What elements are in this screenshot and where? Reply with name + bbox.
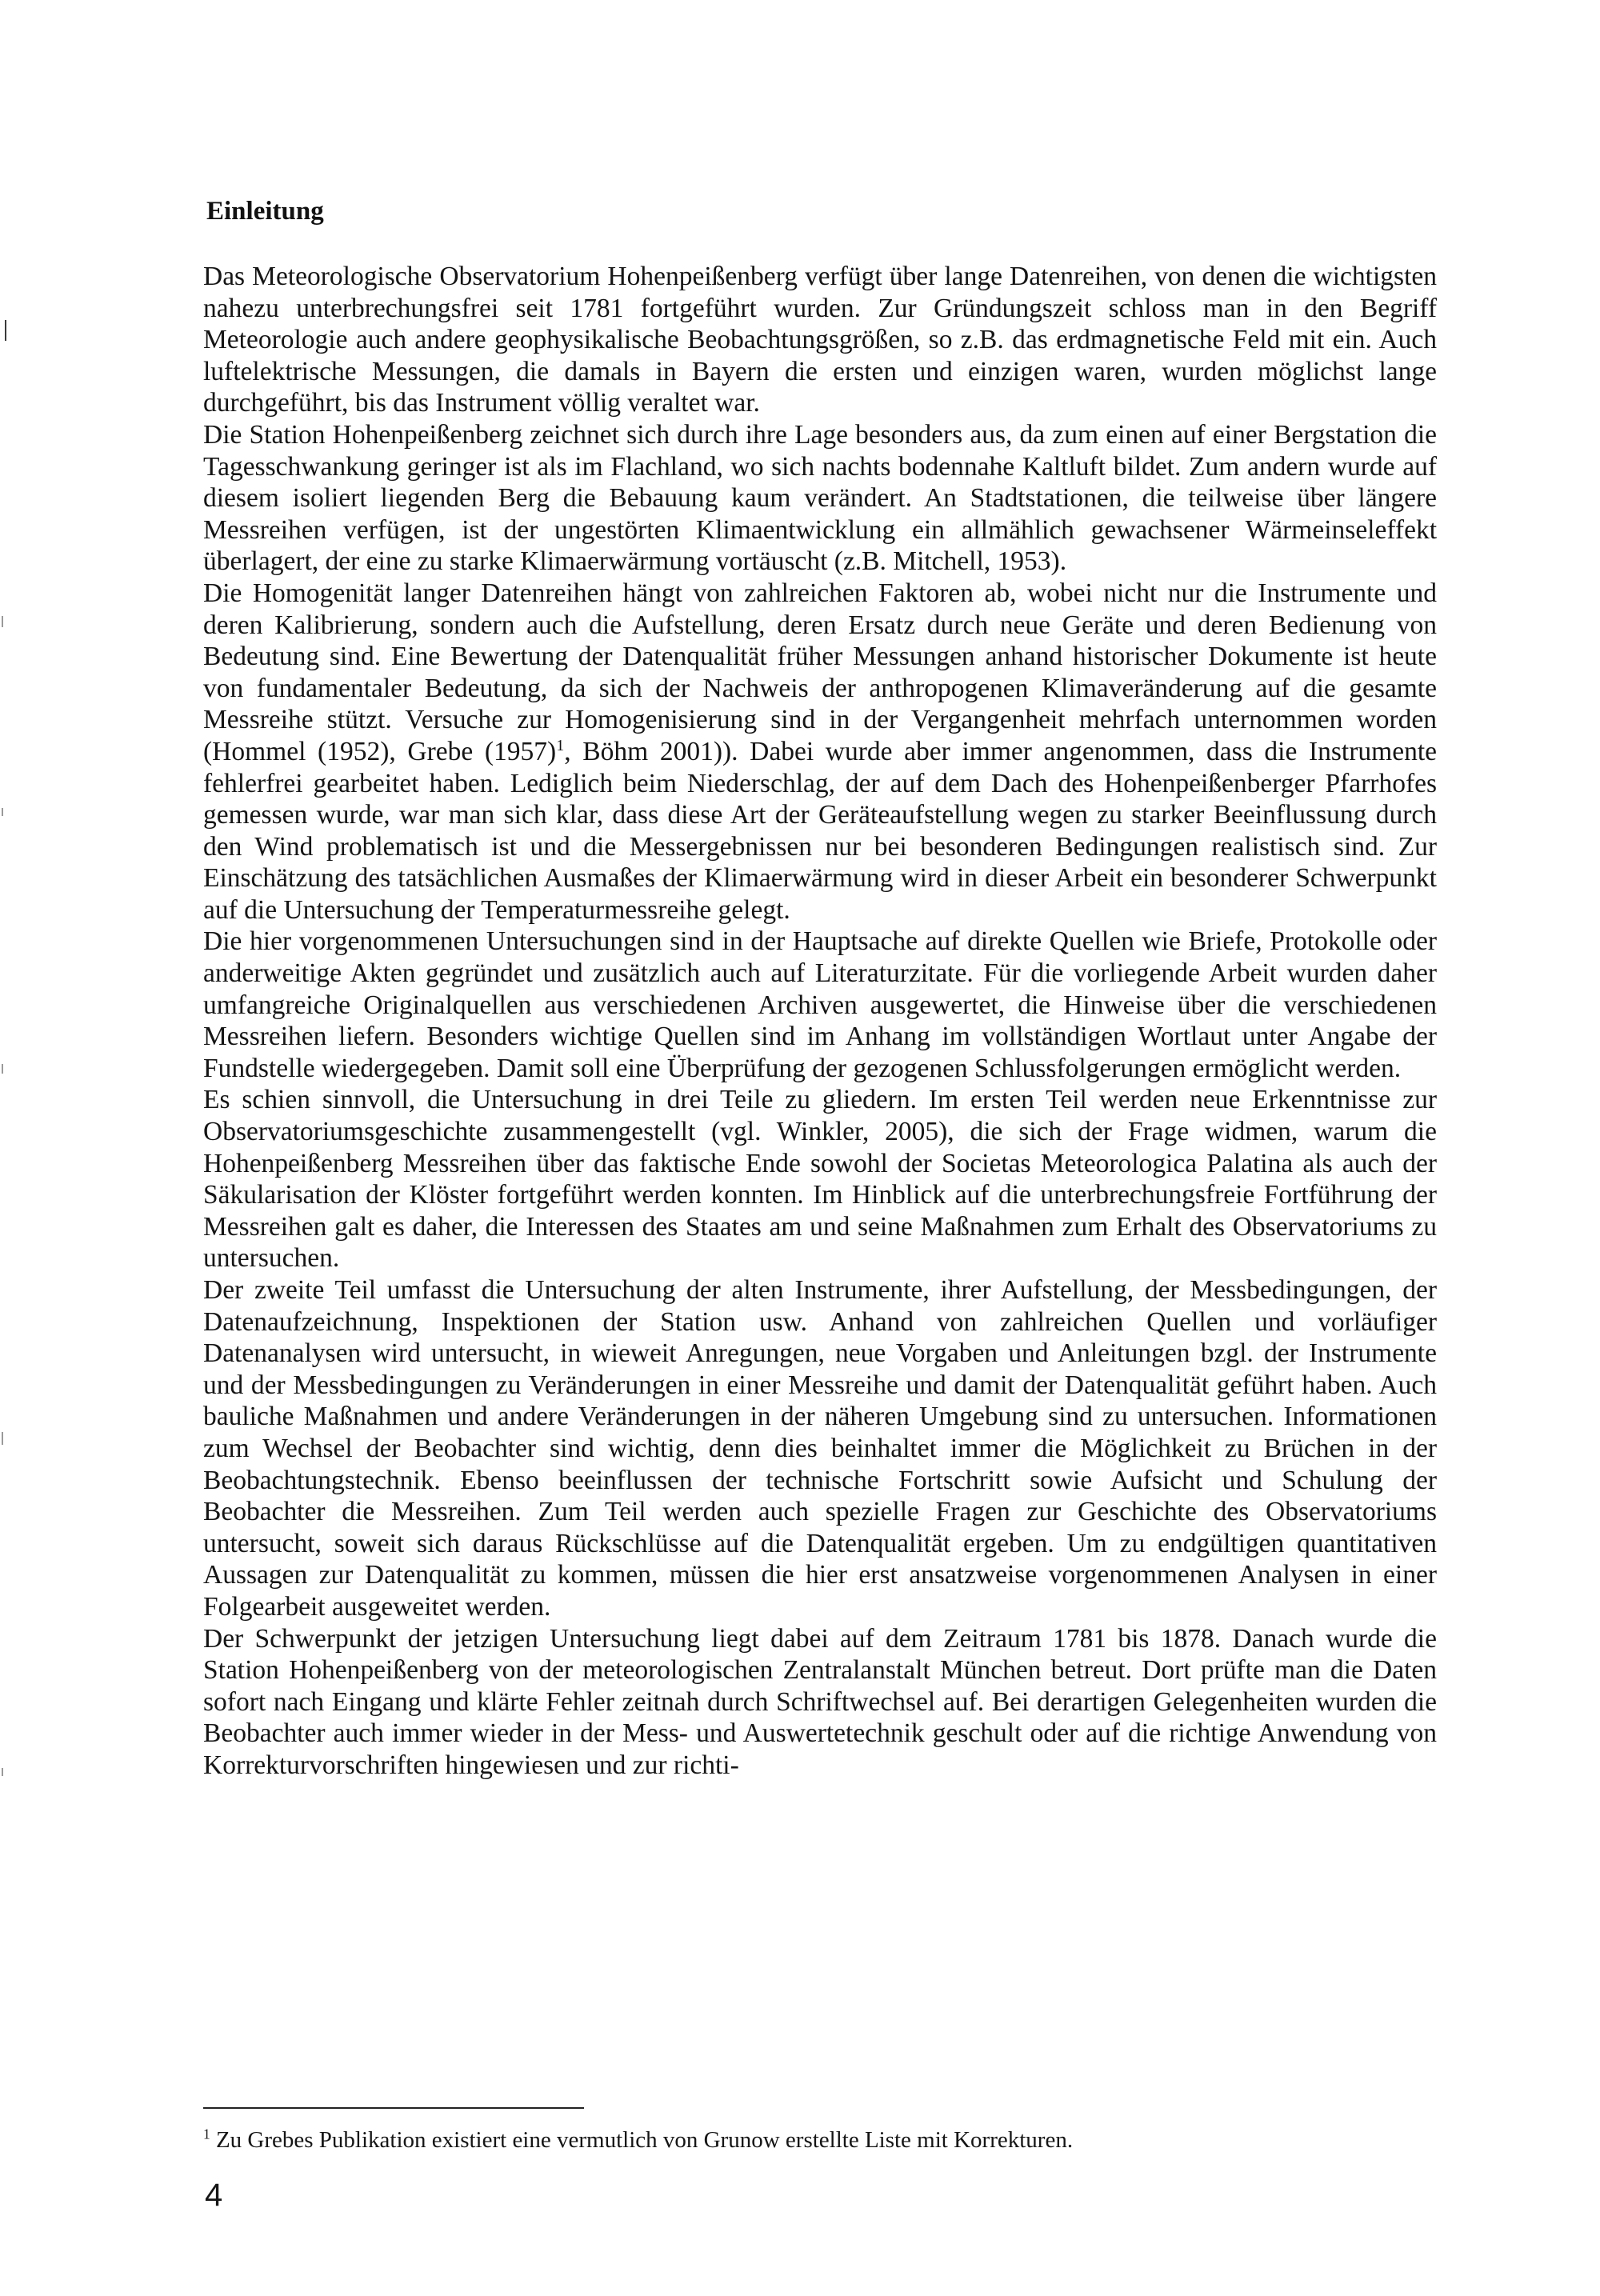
footnote-separator: [203, 2107, 584, 2109]
margin-speck: [2, 1064, 3, 1074]
paragraph-3-part-2: , Böhm 2001)). Dabei wurde aber immer angenommen, dass die Instrumente fehlerfrei gearbeitet haben. Lediglich beim Niederschlag, der auf dem Dach des Hohenpeißenberger Pfarrhofes gemessen wurde, war man sich klar, dass diese Art der Geräteaufstellung wegen zu starker Beeinflussung durch den Wind problematisch ist und die Messergebnissen nur bei besonderen Bedingungen realistisch sind. Zur Einschätzung des tatsächlichen Ausmaßes der Klimaerwärmung wird in dieser Arbeit ein besonderer Schwerpunkt auf die Untersuchung der Temperaturmessreihe gelegt.: [203, 736, 1437, 925]
paragraph-6: Der zweite Teil umfasst die Untersuchung der alten Instrumente, ihrer Aufstellung, der Messbedingungen, der Datenaufzeichnung, Inspektionen der Station usw. Anhand von zahlreichen Quellen und vorläufiger Datenanalysen wird untersucht, in wieweit Anregungen, neue Vorgaben und Anleitungen bzgl. der Instrumente und der Messbedingungen zu Veränderungen in einer Messreihe und damit der Datenqualität geführt haben. Auch bauliche Maßnahmen und andere Veränderungen in der näheren Umgebung sind zu untersuchen. Informationen zum Wechsel der Beobachter sind wichtig, denn dies beinhaltet immer die Möglichkeit zu Brüchen in der Beobachtungstechnik. Ebenso beeinflussen der technische Fortschritt sowie Aufsicht und Schulung der Beobachter die Messreihen. Zum Teil werden auch spezielle Fragen zur Geschichte des Observatoriums untersucht, soweit sich daraus Rückschlüsse auf die Datenqualität ergeben. Um zu endgültigen quantitativen Aussagen zur Datenqualität zu kommen, müssen die hier erst ansatzweise vorgenommenen Analysen in einer Folgearbeit ausgeweitet werden.: [203, 1275, 1437, 1622]
footnote-text: Zu Grebes Publikation existiert eine vermutlich von Grunow erstellte Liste mit Korrekturen.: [215, 2127, 1074, 2153]
footnote-reference: 1: [556, 736, 565, 754]
margin-speck: [2, 808, 3, 816]
paragraph-5: Es schien sinnvoll, die Untersuchung in drei Teile zu gliedern. Im ersten Teil werden neue Erkenntnisse zur Observatoriumsgeschichte zusammengestellt (vgl. Winkler, 2005), die sich der Frage widmen, warum die Hohenpeißenberg Messreihen über das faktische Ende sowohl der Societas Meteorologica Palatina als auch der Säkularisation der Klöster fortgeführt werden konnten. Im Hinblick auf die unterbrechungsfreie Fortführung der Messreihen galt es daher, die Interessen des Staates am und seine Maßnahmen zum Erhalt des Observatoriums zu untersuchen.: [203, 1085, 1437, 1274]
paragraph-7: Der Schwerpunkt der jetzigen Untersuchung liegt dabei auf dem Zeitraum 1781 bis 1878. Danach wurde die Station Hohenpeißenberg von der meteorologischen Zentralanstalt München betreut. Dort prüfte man die Daten sofort nach Eingang und klärte Fehler zeitnah durch Schriftwechsel auf. Bei derartigen Gelegenheiten wurden die Beobachter auch immer wieder in der Mess- und Auswertetechnik geschult oder auf die richtige Anwendung von Korrekturvorschriften hingewiesen und zur richti-: [203, 1623, 1437, 1780]
scan-artifact-mark: [5, 320, 6, 341]
footnote-marker: 1: [203, 2126, 210, 2142]
paragraph-3-part-1: Die Homogenität langer Datenreihen hängt von zahlreichen Faktoren ab, wobei nicht nur die Instrumente und deren Kalibrierung, sondern auch die Aufstellung, deren Ersatz durch neue Geräte und deren Bedienung von Bedeutung sind. Eine Bewertung der Datenqualität früher Messungen anhand historischer Dokumente ist heute von fundamentaler Bedeutung, da sich der Nachweis der anthropogenen Klimaveränderung auf die gesamte Messreihe stützt. Versuche zur Homogenisierung sind in der Vergangenheit mehrfach unternommen worden (Hommel (1952), Grebe (1957): [203, 578, 1437, 766]
margin-speck: [2, 616, 3, 627]
paragraph-4: Die hier vorgenommenen Untersuchungen sind in der Hauptsache auf direkte Quellen wie Briefe, Protokolle oder anderweitige Akten gegründet und zusätzlich auch auf Literaturzitate. Für die vorliegende Arbeit wurden daher umfangreiche Originalquellen aus verschiedenen Archiven ausgewertet, die Hinweise über die verschiedenen Messreihen liefern. Besonders wichtige Quellen sind im Anhang im vollständigen Wortlaut unter Angabe der Fundstelle wiedergegeben. Damit soll eine Überprüfung der gezogenen Schlussfolgerungen ermöglicht werden.: [203, 926, 1437, 1083]
page-number: 4: [205, 2178, 223, 2213]
body-text: [203, 261, 1437, 1782]
margin-speck: [2, 1768, 3, 1776]
paragraph-3: [203, 578, 1437, 926]
paragraph-1: Das Meteorologische Observatorium Hohenpeißenberg verfügt über lange Datenreihen, von denen die wichtigsten nahezu unterbrechungsfrei seit 1781 fortgeführt wurden. Zur Gründungszeit schloss man in den Begriff Meteorologie auch andere geophysikalische Beobachtungsgrößen, so z.B. das erdmagnetische Feld mit ein. Auch luftelektrische Messungen, die damals in Bayern die ersten und einzigen waren, wurden möglichst lange durchgeführt, bis das Instrument völlig veraltet war.: [203, 262, 1437, 418]
paragraph-2: Die Station Hohenpeißenberg zeichnet sich durch ihre Lage besonders aus, da zum einen auf einer Bergstation die Tagesschwankung geringer ist als im Flachland, wo sich nachts bodennahe Kaltluft bildet. Zum andern wurde auf diesem isoliert liegenden Berg die Bebauung kaum verändert. An Stadtstationen, die teilweise über längere Messreihen verfügen, ist der ungestörten Klimaentwicklung ein allmählich gewachsener Wärmeinseleffekt überlagert, der eine zu starke Klimaerwärmung vortäuscht (z.B. Mitchell, 1953).: [203, 419, 1437, 577]
footnote: [203, 2126, 1403, 2154]
margin-speck: [2, 1432, 3, 1445]
section-heading: Einleitung: [206, 197, 324, 226]
